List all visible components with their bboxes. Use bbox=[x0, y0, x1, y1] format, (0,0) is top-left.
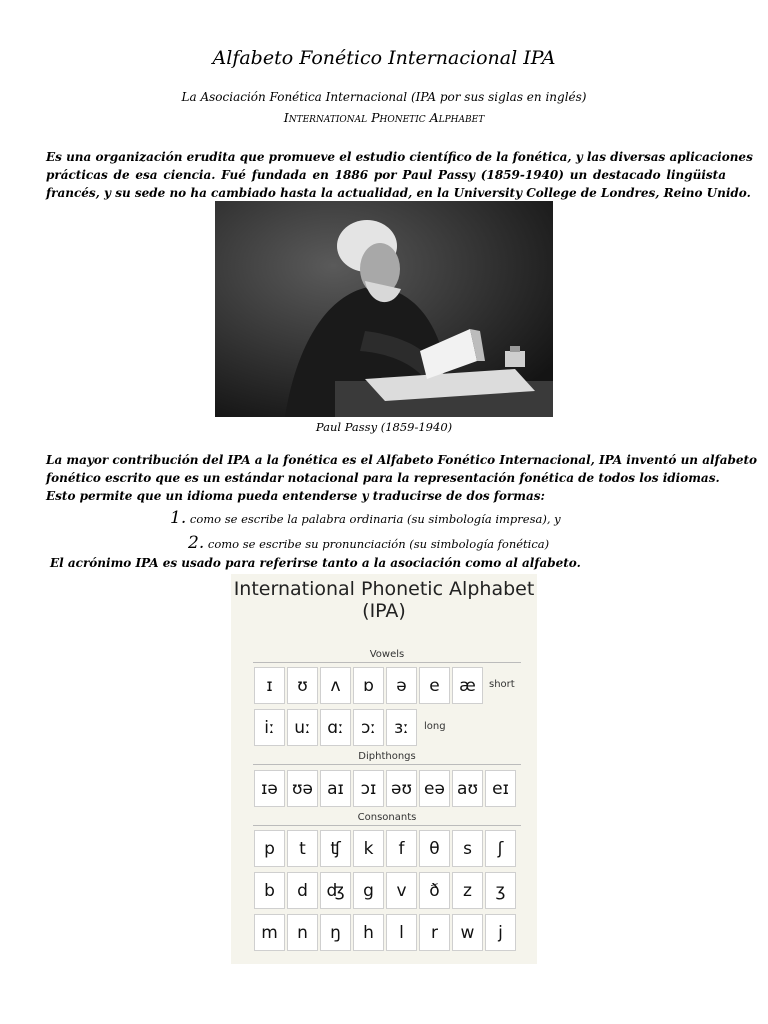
diphthongs-heading: Diphthongs bbox=[253, 750, 521, 765]
ipa-symbol-cell: aʊ bbox=[452, 770, 483, 807]
ipa-symbol-cell: əʊ bbox=[386, 770, 417, 807]
ipa-symbol-cell: j bbox=[485, 914, 516, 951]
ipa-symbol-cell: ə bbox=[386, 667, 417, 704]
ipa-symbol-cell: ʤ bbox=[320, 872, 351, 909]
ipa-symbol-cell: ð bbox=[419, 872, 450, 909]
ipa-symbol-cell: v bbox=[386, 872, 417, 909]
ipa-symbol-cell: ɔː bbox=[353, 709, 384, 746]
ipa-symbol-cell: ɑː bbox=[320, 709, 351, 746]
ipa-symbol-cell: ɒ bbox=[353, 667, 384, 704]
ipa-symbol-cell: z bbox=[452, 872, 483, 909]
ipa-chart-image bbox=[231, 574, 537, 964]
photo-caption: Paul Passy (1859-1940) bbox=[315, 420, 453, 434]
ipa-symbol-cell: ɜː bbox=[386, 709, 417, 746]
list-number: 1. bbox=[170, 508, 187, 528]
ipa-symbol-cell: l bbox=[386, 914, 417, 951]
list-number: 2. bbox=[188, 533, 205, 553]
ipa-symbol-cell: ɔɪ bbox=[353, 770, 384, 807]
ipa-symbol-cell: ʧ bbox=[320, 830, 351, 867]
ipa-symbol-cell: m bbox=[254, 914, 285, 951]
ipa-symbol-cell: b bbox=[254, 872, 285, 909]
consonants-heading: Consonants bbox=[253, 811, 521, 826]
ipa-symbol-cell: ʊə bbox=[287, 770, 318, 807]
ipa-symbol-cell: ɪ bbox=[254, 667, 285, 704]
ipa-symbol-cell: eə bbox=[419, 770, 450, 807]
page-title: Alfabeto Fonético Internacional IPA bbox=[212, 47, 556, 69]
ipa-symbol-cell: θ bbox=[419, 830, 450, 867]
contribution-line: La mayor contribución del IPA a la fonética es el Alfabeto Fonético Internacional, IPA inventó un alfabeto bbox=[46, 453, 758, 467]
intro-line: prácticas de esa ciencia. Fué fundada en 1886 por Paul Passy (1859-1940) un destacado lingüista bbox=[46, 168, 726, 182]
intro-paragraph bbox=[46, 148, 753, 202]
contribution-paragraph bbox=[46, 451, 758, 505]
ipa-symbol-cell: aɪ bbox=[320, 770, 351, 807]
ipa-symbol-cell: g bbox=[353, 872, 384, 909]
ipa-symbol-cell: f bbox=[386, 830, 417, 867]
ipa-symbol-cell: w bbox=[452, 914, 483, 951]
subtitle-english: International Phonetic Alphabet bbox=[283, 110, 485, 125]
ipa-symbol-cell: ŋ bbox=[320, 914, 351, 951]
ipa-symbol-cell: ɪə bbox=[254, 770, 285, 807]
list-text: como se escribe la palabra ordinaria (su simbología impresa), y bbox=[189, 512, 561, 526]
list-text: como se escribe su pronunciación (su simbología fonética) bbox=[207, 537, 550, 551]
intro-line: Es una organización erudita que promueve el estudio científico de la fonética, y las diversas aplicaciones bbox=[46, 150, 753, 164]
ipa-symbol-cell: e bbox=[419, 667, 450, 704]
long-label: long bbox=[424, 721, 446, 732]
ipa-chart-title-line2: (IPA) bbox=[362, 600, 406, 622]
ipa-chart-title bbox=[231, 578, 537, 622]
ipa-symbol-cell: ʃ bbox=[485, 830, 516, 867]
vowels-heading: Vowels bbox=[253, 648, 521, 663]
ipa-symbol-cell: ʊ bbox=[287, 667, 318, 704]
ipa-symbol-cell: k bbox=[353, 830, 384, 867]
list-item bbox=[188, 534, 549, 553]
contribution-line: fonético escrito que es un estándar notacional para la representación fonética de todos los idiomas. bbox=[46, 471, 720, 485]
ipa-symbol-cell: ʌ bbox=[320, 667, 351, 704]
ipa-symbol-cell: p bbox=[254, 830, 285, 867]
photo-illustration bbox=[215, 201, 553, 417]
ipa-symbol-cell: s bbox=[452, 830, 483, 867]
intro-line: francés, y su sede no ha cambiado hasta la actualidad, en la University College de Londres, Reino Unido. bbox=[46, 186, 751, 200]
ipa-symbol-cell: uː bbox=[287, 709, 318, 746]
paul-passy-photo bbox=[215, 201, 553, 417]
acronym-note: El acrónimo IPA es usado para referirse tanto a la asociación como al alfabeto. bbox=[50, 556, 581, 570]
ipa-symbol-cell: t bbox=[287, 830, 318, 867]
subtitle: La Asociación Fonética Internacional (IPA por sus siglas en inglés) bbox=[181, 90, 587, 104]
ipa-symbol-cell: h bbox=[353, 914, 384, 951]
ipa-symbol-cell: d bbox=[287, 872, 318, 909]
ipa-symbol-cell: eɪ bbox=[485, 770, 516, 807]
ipa-symbol-cell: iː bbox=[254, 709, 285, 746]
ipa-symbol-cell: r bbox=[419, 914, 450, 951]
ipa-symbol-cell: ʒ bbox=[485, 872, 516, 909]
list-item bbox=[170, 509, 561, 528]
contribution-line: Esto permite que un idioma pueda entenderse y traducirse de dos formas: bbox=[46, 489, 545, 503]
ipa-symbol-cell: n bbox=[287, 914, 318, 951]
ipa-chart-title-line1: International Phonetic Alphabet bbox=[233, 578, 535, 600]
short-label: short bbox=[489, 679, 515, 690]
ipa-symbol-cell: æ bbox=[452, 667, 483, 704]
